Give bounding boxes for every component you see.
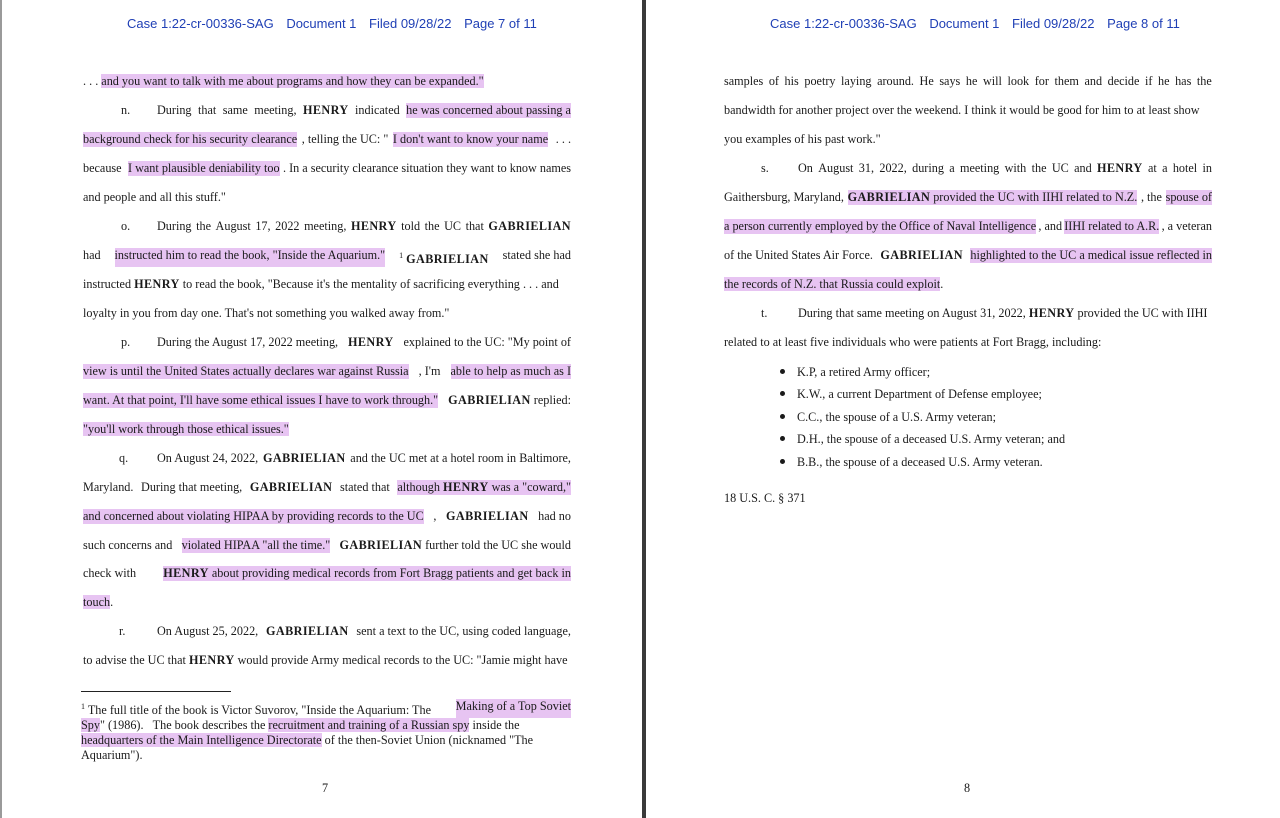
page-edge <box>0 0 2 818</box>
text-line: On August 31, 2022, during a meeting with the UC and HENRY at a hotel in <box>798 161 1212 175</box>
text-line: because I want plausible deniability too . In a security clearance situation they want to know names <box>83 161 571 175</box>
filed-date: Filed 09/28/22 <box>369 16 452 31</box>
case-number: Case 1:22-cr-00336-SAG <box>127 16 274 31</box>
text-line: background check for his security clearance , telling the UC: " I don't want to know your name . . . <box>83 132 571 146</box>
page-7: Case 1:22-cr-00336-SAG Document 1 Filed 09/28/22 Page 7 of 11 . . . and you want to talk with me about programs and how they can be expanded." n. During that same meeting, HENRY indicated he was concerned about passing a background check for his security clearance , telling the UC: " I don't want to know your name . . . because I want plausible deniability too . In a security clearance situation they want to know names and people and all this stuff." o. During the August 17, 2022 meeting, HENRY told the UC that GABRIELIAN had instructed him to read the book, "Inside the Aquarium." $^1$ GABRIELIAN stated she had instructed HENRY to read the book, "Because it's the mentality of sacrificing everything . . . and loyalty in you from day one. That's not something you walked away from." p. During the August 17, 2022 meeting, HENRY explained to the UC: "My point of view is until the United States actually declares war against Russia , I'm able to help as much as I want. At that point, I'll have some ethical issues I have to work through." GABRIELIAN replied: "you'll work through those ethical issues." q. On August 24, 2022, GABRIELIAN and the UC met at a hotel room in Baltimore, Maryland. During that meeting, GABRIELIAN stated that although HENRY was a "coward," and concerned about violating HIPAA by providing records to the UC , GABRIELIAN had no such concerns and violated HIPAA "all the time." GABRIELIAN further told the UC she would check with HENRY about providing medical records from Fort Bragg patients and get back in touch. r. On August 25, 2022, GABRIELIAN sent a text to the UC, using coded language, to advise the UC that HENRY would provide Army medical records to the UC: "Jamie might have $^1$ The full title of the book is Victor Suvorov, "Inside the Aquarium: The Making of a Top Soviet Spy" (1986). The book describes the recruitment and training of a Russian spy inside the headquarters of the Main Intelligence Directorate of the then-Soviet Union (nicknamed "The Aquarium"). 7 <box>0 0 642 818</box>
text-line: loyalty in you from day one. That's not something you walked away from." <box>83 306 450 320</box>
text-line: want. At that point, I'll have some ethical issues I have to work through." GABRIELIAN replied: <box>83 393 571 407</box>
text-line: and people and all this stuff." <box>83 190 226 204</box>
text-line: touch. <box>83 595 114 609</box>
text-line: Maryland. During that meeting, GABRIELIAN stated that although HENRY was a "coward," <box>83 480 571 494</box>
text-line: a person currently employed by the Office of Naval Intelligence , and IIHI related to A.R. , a veteran <box>724 219 1212 233</box>
text-line: . . . and you want to talk with me about programs and how they can be expanded." <box>83 74 484 88</box>
list-item: C.C., the spouse of a U.S. Army veteran; <box>780 410 996 425</box>
text-line: such concerns and violated HIPAA "all the time." GABRIELIAN further told the UC she would <box>83 538 571 552</box>
page-of: Page 8 of 11 <box>1107 16 1180 31</box>
text-line: and concerned about violating HIPAA by providing records to the UC , GABRIELIAN had no <box>83 509 571 523</box>
text-line: During that same meeting on August 31, 2022, HENRY provided the UC with IIHI <box>798 306 1208 320</box>
page-8 <box>646 0 1280 818</box>
text-line: instructed HENRY to read the book, "Because it's the mentality of sacrificing everything . . . and <box>83 277 559 291</box>
text-line: Gaithersburg, Maryland, GABRIELIAN provided the UC with IIHI related to N.Z. , the spouse of <box>724 190 1212 204</box>
text-line: you examples of his past work." <box>724 132 881 146</box>
list-item: B.B., the spouse of a deceased U.S. Army veteran. <box>780 455 1043 470</box>
page-header <box>770 16 1189 31</box>
text-line: On August 25, 2022, GABRIELIAN sent a text to the UC, using coded language, <box>157 624 571 638</box>
text-line: During that same meeting, HENRY indicated he was concerned about passing a <box>157 103 571 117</box>
list-item: K.P, a retired Army officer; <box>780 365 930 380</box>
page-number: 7 <box>322 781 329 795</box>
text-line: During the August 17, 2022 meeting, HENRY explained to the UC: "My point of <box>157 335 571 349</box>
footnote-rule <box>81 691 231 692</box>
page-of: Page 7 of 11 <box>464 16 537 31</box>
filed-date: Filed 09/28/22 <box>1012 16 1095 31</box>
document-number: Document 1 <box>929 16 1000 31</box>
page-number: 8 <box>964 781 971 795</box>
text-line: had instructed him to read the book, "Inside the Aquarium." $^1$ GABRIELIAN stated she had <box>83 248 571 267</box>
text-line: of the United States Air Force. GABRIELIAN highlighted to the UC a medical issue reflected in <box>724 248 1212 262</box>
text-line: bandwidth for another project over the weekend. I think it would be good for him to at least show <box>724 103 1200 117</box>
text-line: On August 24, 2022, GABRIELIAN and the UC met at a hotel room in Baltimore, <box>157 451 571 465</box>
text-line: view is until the United States actually declares war against Russia , I'm able to help as much as I <box>83 364 571 378</box>
text-line: the records of N.Z. that Russia could exploit. <box>724 277 944 291</box>
text-line: check with HENRY about providing medical records from Fort Bragg patients and get back in <box>83 566 571 580</box>
text-line: to advise the UC that HENRY would provide Army medical records to the UC: "Jamie might have <box>83 653 568 667</box>
text-line: "you'll work through those ethical issues." <box>83 422 289 436</box>
case-number: Case 1:22-cr-00336-SAG <box>770 16 917 31</box>
list-item: K.W., a current Department of Defense employee; <box>780 387 1042 402</box>
text-line: related to at least five individuals who were patients at Fort Bragg, including: <box>724 335 1102 349</box>
document-number: Document 1 <box>286 16 357 31</box>
text-line: samples of his poetry laying around. He says he will look for them and decide if he has the <box>724 74 1212 88</box>
page-header <box>127 16 546 31</box>
text-line: During the August 17, 2022 meeting, HENRY told the UC that GABRIELIAN <box>157 219 571 233</box>
list-item: D.H., the spouse of a deceased U.S. Army veteran; and <box>780 432 1065 447</box>
statute-citation: 18 U.S. C. § 371 <box>724 491 806 505</box>
footnote: $^1$ The full title of the book is Victor Suvorov, "Inside the Aquarium: The Making of a Top Soviet Spy" (1986). The book describes the recruitment and training of a Russian spy inside the headquarters of the Main Intelligence Directorate of the then-Soviet Union (nicknamed "The Aquarium"). <box>81 699 571 763</box>
